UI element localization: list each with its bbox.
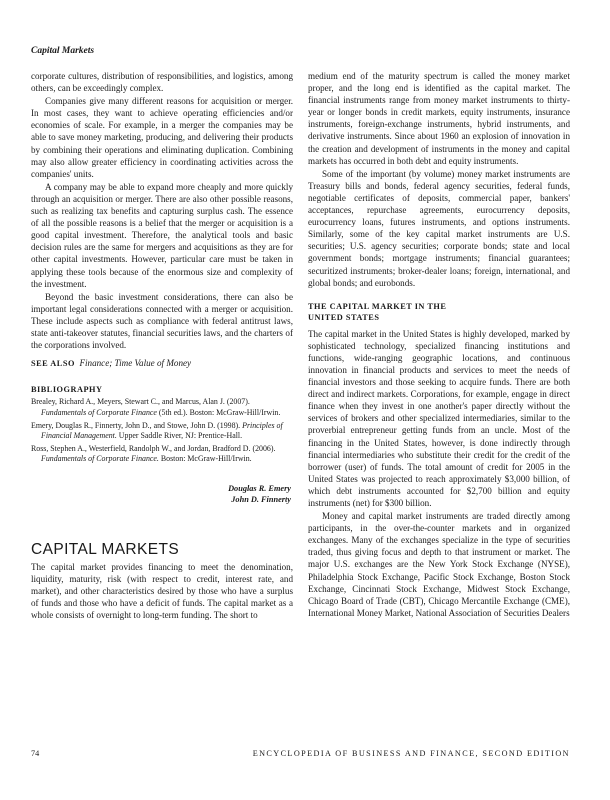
paragraph: medium end of the maturity spectrum is called the money market proper, and the long end is identified as the capital market. The financial instruments range from money market instruments to thirty-year or longer bonds in credit markets, equity instruments, insurance instruments, foreign-exchange instruments, hybrid instruments, and derivative instruments. Since about 1960 an explosion of innovation in the creation and development of instruments in the money and capital markets has occurred in both debt and equity instruments. xyxy=(308,71,570,166)
bibliography-heading: BIBLIOGRAPHY xyxy=(31,385,103,395)
paragraph: Money and capital market instruments are traded directly among participants, in the over-the-counter markets and in organized exchanges. Many of the exchanges specialize in the type of securities traded, thus giving focus and depth to that instrument or market. The major U.S. exchanges are the New York Stock Exchange (NYSE), Philadelphia Stock Exchange, Pacific Stock Exchange, Boston Stock Exchange, Cincinnati Stock Exchange, Midwest Stock Exchange, Chicago Board of Trade (CBT), Chicago Mercantile Exchange (CME), International Money Market, National Association of Securities Dealers xyxy=(308,511,570,618)
paragraph: The capital market in the United States is highly developed, marked by sophisticated technology, specialized financing institutions and functions, wide-ranging geographic locations, and continuous innovation in financial products and services to meet the needs of financial investors and those seeking to acquire funds. There are both direct and indirect markets. Corporations, for example, engage in direct finance when they invest in one another's paper directly without the services of brokers and other specialized intermediaries, similar to the proverbial entrepreneur getting funds from an uncle. Most of the financing in the United States, however, is done indirectly through financial intermediaries who substitute their credit for the credit of the borrower (user) of funds. The total amount of credit for 2005 in the United States was projected to reach approximately $3,000 billion, of which debt instruments accounted for $2,700 billion and equity instruments (net) for $300 billion. xyxy=(308,328,570,508)
author-name: John D. Finnerty xyxy=(231,495,291,505)
paragraph: The capital market provides financing to meet the denomination, liquidity, maturity, risk (with respect to credit, interest rate, and market), and other characteristics desired by those who have a surplus of funds and those who have a deficit of funds. The capital market as a whole consists of overnight to long-term funding. The short to xyxy=(31,562,293,621)
right-column xyxy=(308,70,570,620)
bibliography-entry: Ross, Stephen A., Westerfield, Randolph W., and Jordan, Bradford D. (2006). Fundamentals of Corporate Finance. Boston: McGraw-Hill/Irwin. xyxy=(31,443,276,464)
bibliography xyxy=(31,397,293,465)
paragraph: corporate cultures, distribution of responsibilities, and logistics, among others, can be exceedingly complex. xyxy=(31,71,293,94)
section-heading: THE CAPITAL MARKET IN THE UNITED STATES xyxy=(308,301,447,322)
see-also xyxy=(31,357,293,370)
bibliography-entry: Brealey, Richard A., Meyers, Stewart C., and Marcus, Alan J. (2007). Fundamentals of Corporate Finance (5th ed.). Boston: McGraw-Hill/Irwin. xyxy=(31,397,281,417)
author-name: Douglas R. Emery xyxy=(228,483,291,493)
page-number: 74 xyxy=(31,749,40,758)
paragraph: Some of the important (by volume) money market instruments are Treasury bills and bonds, federal agency securities, federal funds, negotiable certificates of deposits, commercial paper, bankers' acceptances, repurchase agreements, eurocurrency deposits, eurocurrency loans, futures instruments, and options instruments. Similarly, some of the key capital market instruments are U.S. securities; U.S. agency securities; corporate bonds; state and local government bonds; mortgage instruments; financial guarantees; securitized instruments; broker-dealer loans; foreign, international, and global bonds; and eurobonds. xyxy=(308,168,570,288)
paragraph: A company may be able to expand more cheaply and more quickly through an acquisition or merger. There are also other possible reasons, such as realizing tax benefits and capturing surplus cash. The essence of all the possible reasons is a belief that the merger or acquisition is a good capital investment. Therefore, the analytical tools and basic decision rules are the same for mergers and acquisitions as they are for other capital investments. However, particular care must be taken in applying these tools because of the enormous size and complexity of the investment. xyxy=(31,181,293,289)
paragraph: Companies give many different reasons for acquisition or merger. In most cases, they want to achieve operating efficiencies and/or economies of scale. For example, in a merger the companies may be able to save money marketing, producing, and delivering their products by combining their operations and eliminating duplication. Combining may also allow greater efficiency in coordinating activities across the companies' units. xyxy=(31,96,293,179)
left-column xyxy=(31,70,293,622)
running-head: Capital Markets xyxy=(31,46,95,56)
article-title: CAPITAL MARKETS xyxy=(31,540,180,558)
author-credits xyxy=(31,483,293,506)
publication-title: ENCYCLOPEDIA OF BUSINESS AND FINANCE, SECOND EDITION xyxy=(252,749,570,758)
paragraph: Beyond the basic investment considerations, there can also be important legal considerations connected with a merger or acquisition. These include aspects such as compliance with federal antitrust laws, state anti-takeover statutes, financial securities laws, and the charters of the corporations involved. xyxy=(31,291,293,351)
see-also-refs[interactable]: Finance; Time Value of Money xyxy=(79,358,192,369)
bibliography-entry: Emery, Douglas R., Finnerty, John D., and Stowe, John D. (1998). Principles of Financial Management. Upper Saddle River, NJ: Prentice-Hall. xyxy=(31,420,283,441)
see-also-label: SEE ALSO xyxy=(31,359,75,369)
